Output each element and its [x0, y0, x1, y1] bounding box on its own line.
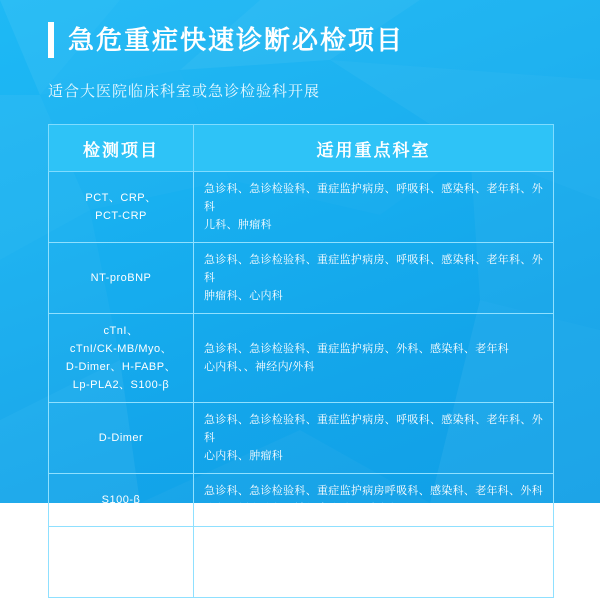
page-subtitle: 适合大医院临床科室或急诊检验科开展	[48, 83, 321, 100]
item-line: cTnI/CK-MB/Myo、	[69, 343, 173, 355]
dept-line: 肿瘤科、心内科	[204, 290, 284, 302]
table-head	[49, 125, 554, 172]
dept-line: 急诊科、急诊检验科、重症监护病房、呼吸科、感染科、老年科、外科	[204, 183, 543, 213]
cell-department	[194, 243, 554, 314]
dept-line: 急诊科、急诊检验科、重症监护病房、外科、感染科、老年科	[204, 343, 510, 355]
table-row	[49, 403, 554, 474]
item-line: PCT、CRP、	[85, 192, 157, 204]
projects-table	[48, 124, 554, 598]
cell-item	[49, 314, 194, 403]
cell-item	[49, 172, 194, 243]
cell-department	[194, 314, 554, 403]
table-row	[49, 474, 554, 527]
table-row	[49, 243, 554, 314]
dept-line: 心内科、、神经内/外科	[204, 361, 315, 373]
dept-line: 急诊科、急诊检验科、重症监护病房呼吸科、感染科、老年科、外科	[204, 485, 543, 497]
item-line: S100-β	[101, 494, 141, 506]
dept-line: 急诊科、急诊检验科、重症监护病房呼吸科、感染科、老年科、外科、	[204, 538, 532, 568]
dept-line: 儿科、肿瘤科	[204, 219, 272, 231]
cell-department	[194, 403, 554, 474]
dept-line: 急诊科、急诊检验科、重症监护病房、呼吸科、感染科、老年科、外科	[204, 414, 543, 444]
column-header-item: 检测项目	[49, 125, 194, 172]
dept-line: 儿科、新生儿科、神经内/外科、肿瘤科	[204, 503, 400, 515]
table-row	[49, 314, 554, 403]
item-line: cTnI、	[103, 325, 139, 337]
item-line: D-Dimer	[98, 432, 144, 444]
cell-department	[194, 172, 554, 243]
cell-item	[49, 243, 194, 314]
table-row	[49, 527, 554, 598]
title-accent-bar	[48, 22, 54, 58]
cell-item	[49, 527, 194, 598]
dept-line: 急诊科、急诊检验科、重症监护病房、呼吸科、感染科、老年科、外科	[204, 254, 543, 284]
page-header	[48, 22, 404, 58]
cell-item	[49, 403, 194, 474]
item-line: Lp-PLA2、S100-β	[72, 379, 170, 391]
table-header-row	[49, 125, 554, 172]
column-header-department: 适用重点科室	[194, 125, 554, 172]
page-title: 急危重症快速诊断必检项目	[68, 25, 405, 55]
table-body	[49, 172, 554, 598]
cell-department	[194, 474, 554, 527]
item-line: NT-proBNP	[90, 272, 152, 284]
cell-department	[194, 527, 554, 598]
item-line: D-Dimer、H-FABP、	[65, 361, 177, 373]
dept-line: 肿瘤科、肾内科、心内科	[204, 574, 329, 586]
table-row	[49, 172, 554, 243]
cell-item	[49, 474, 194, 527]
item-line: PCT-CRP	[95, 210, 147, 222]
item-line: NGAL	[105, 556, 137, 568]
dept-line: 心内科、肿瘤科	[204, 450, 284, 462]
projects-table-wrapper	[48, 124, 553, 598]
